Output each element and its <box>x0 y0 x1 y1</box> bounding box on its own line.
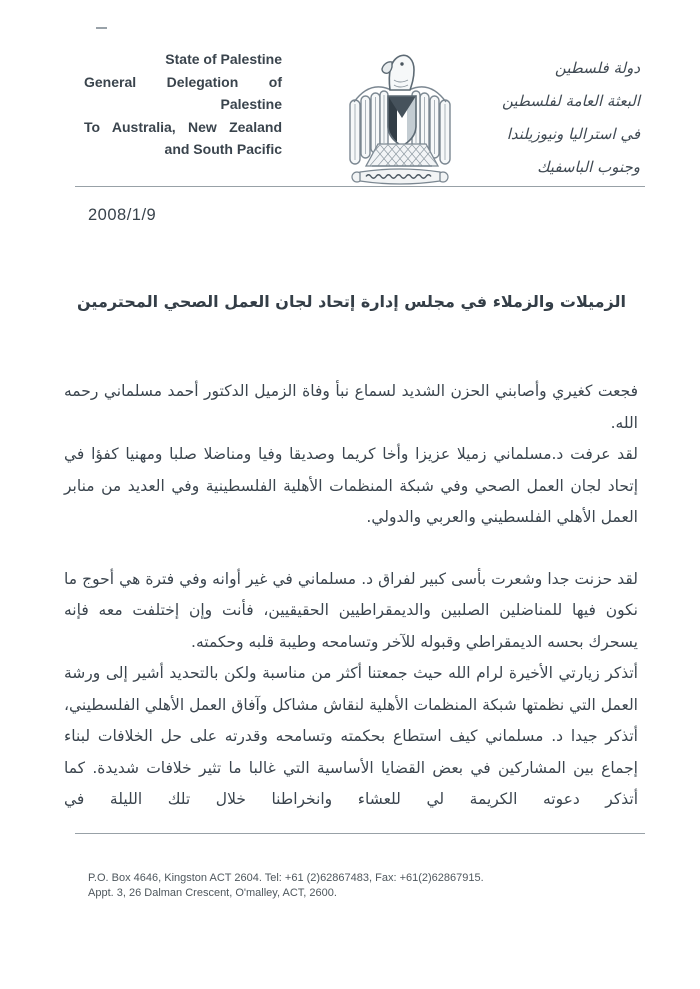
letter-paragraph-2: لقد عرفت د.مسلماني زميلا عزيزا وأخا كريما وصديقا وفيا ومناضلا صلبا ومهنيا كفؤا في إتحاد لجان العمل الصحي وفي شبكة المنظمات الأهلية الفلسطينية وفي العديد من منابر العمل الأهلي الفلسطيني والعربي والدولي. <box>64 445 638 526</box>
letterhead-english <box>84 48 282 161</box>
letterhead-english-line2: General Delegation of <box>84 73 282 90</box>
letterhead-english-line3: Palestine <box>220 96 282 112</box>
footer-address-line2: Appt. 3, 26 Dalman Crescent, O'malley, ACT, 2600. <box>88 887 337 899</box>
scan-artifact-dash <box>96 27 107 29</box>
letterhead-arabic-line1: دولة فلسطين <box>554 59 640 77</box>
flag-shield-icon <box>388 96 416 146</box>
letterhead-divider-line <box>75 186 645 187</box>
letterhead-english-line1: State of Palestine <box>165 51 282 67</box>
footer-address-line1: P.O. Box 4646, Kingston ACT 2604. Tel: +61 (2)62867483, Fax: +61(2)62867915. <box>88 872 484 884</box>
letterhead-arabic-line4: وجنوب الباسفيك <box>537 158 640 176</box>
letterhead-arabic-line3: في استراليا ونيوزيلندا <box>506 125 640 143</box>
eagle-head-icon <box>382 55 414 90</box>
letter-salutation: الزميلات والزملاء في مجلس إدارة إتحاد لجان العمل الصحي المحترمين <box>77 292 626 311</box>
footer-address <box>88 871 484 901</box>
letter-paragraph-1: فجعت كغيري وأصابني الحزن الشديد لسماع نبأ وفاة الزميل الدكتور أحمد مسلماني رحمه الله. <box>64 382 638 432</box>
scroll-banner-icon <box>352 169 448 184</box>
letter-paragraph-4: أتذكر زيارتي الأخيرة لرام الله حيث جمعتنا أكثر من مناسبة ولكن بالتحديد أشير إلى ورشة العمل التي نظمتها شبكة المنظمات الأهلية لنقاش مشاكل وآفاق العمل الأهلي الفلسطيني، أتذكر جيدا د. مسلماني كيف استطاع بحكمته وتسامحه وقدرته على حل الخلافات لبناء إجماع بين المشاركين في بعض القضايا الأساسية التي غالبا ما تثير خلافات شديدة. كما أتذكر دعوته الكريمة لي للعشاء وانخراطنا خلال تلك الليلة في <box>64 664 638 808</box>
letter-body <box>64 376 638 816</box>
letterhead-arabic-line2: البعثة العامة لفلسطين <box>502 92 640 110</box>
footer-divider-line <box>75 833 645 834</box>
letterhead-english-line5: and South Pacific <box>164 141 282 157</box>
letterhead-arabic <box>440 52 640 184</box>
letter-paragraph-3: لقد حزنت جدا وشعرت بأسى كبير لفراق د. مسلماني في غير أوانه وفي فترة هي أحوج ما نكون فيها للمناضلين الصلبين والديمقراطيين الحقيقيين، فأنت وإن إختلفت معه فإنه يسحرك بحسه الديمقراطي وقبوله للآخر وتسامحه وطيبة قلبه وحكمته. <box>64 569 638 651</box>
letterhead-english-line4: To Australia, New Zealand <box>84 118 282 135</box>
letter-date: 2008/1/9 <box>88 206 157 224</box>
